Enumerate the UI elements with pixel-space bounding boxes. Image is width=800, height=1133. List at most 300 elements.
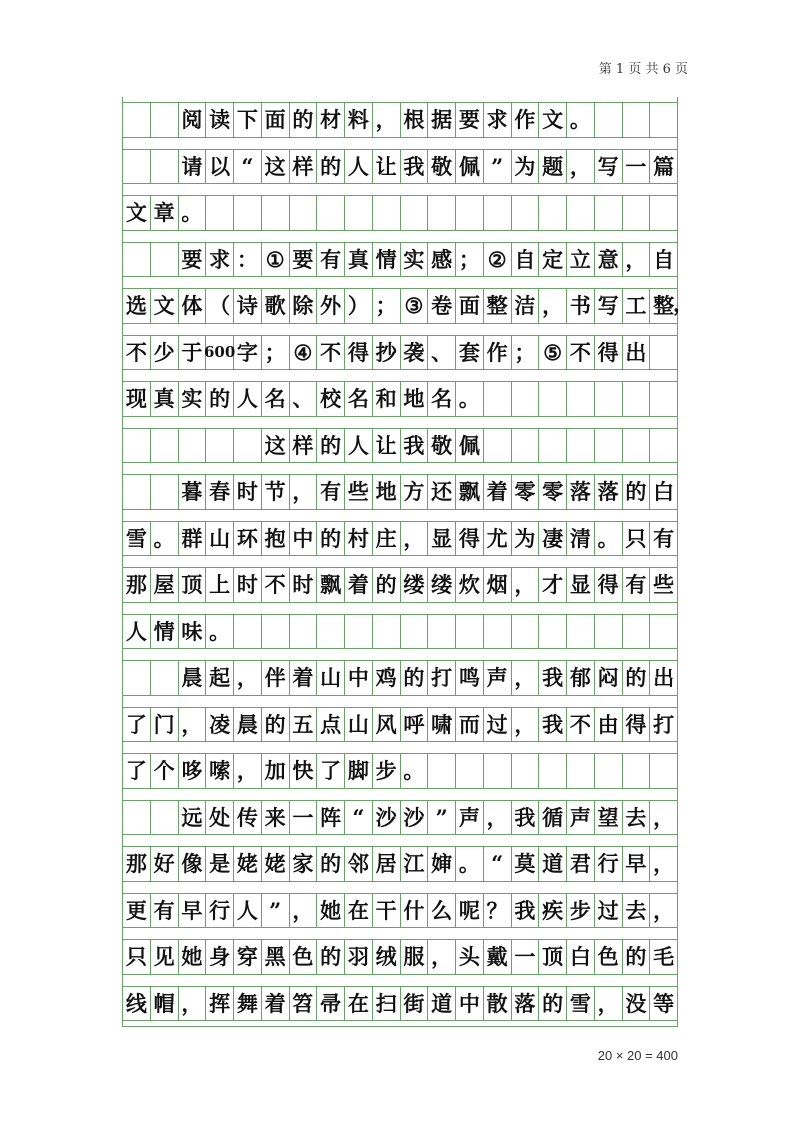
grid-cell: 我	[539, 708, 567, 742]
grid-cell: ，	[539, 289, 567, 323]
grid-cell: 以	[206, 150, 234, 184]
grid-row	[122, 184, 678, 231]
grid-cell	[623, 615, 651, 649]
grid-cell: 章	[151, 196, 179, 230]
grid-cell	[151, 661, 179, 695]
grid-cell: 一	[512, 940, 540, 974]
grid-cell: 阅	[179, 103, 207, 137]
grid-cell: 、	[428, 336, 456, 370]
grid-cell: 卷	[428, 289, 456, 323]
grid-cell: 传	[234, 801, 262, 835]
grid-cell	[234, 196, 262, 230]
grid-cell: ，	[512, 568, 540, 602]
grid-cell: 整	[484, 289, 512, 323]
grid-cell: 洁	[512, 289, 540, 323]
grid-cell: 起	[206, 661, 234, 695]
grid-cell	[595, 754, 623, 788]
grid-cell	[206, 429, 234, 463]
grid-cell: 鸣	[456, 661, 484, 695]
grid-row	[122, 649, 678, 696]
grid-cell: 的	[317, 940, 345, 974]
grid-cell: 缕	[428, 568, 456, 602]
grid-cell: 顶	[539, 940, 567, 974]
grid-cell: ；	[262, 336, 290, 370]
grid-cell	[123, 103, 151, 137]
row-gap	[122, 882, 678, 893]
grid-row	[122, 277, 694, 324]
grid-cell: 头	[456, 940, 484, 974]
grid-cell	[650, 196, 678, 230]
grid-cell: 我	[539, 661, 567, 695]
grid-cell: 根	[401, 103, 429, 137]
grid-cell: 了	[317, 754, 345, 788]
grid-cell	[650, 429, 678, 463]
grid-cell	[650, 382, 678, 416]
grid-row	[122, 510, 678, 557]
grid-cell: 扫	[373, 987, 401, 1021]
grid-cell: 自	[512, 243, 540, 277]
grid-cell	[650, 103, 678, 137]
grid-cell: 晨	[234, 708, 262, 742]
grid-cell: ”	[428, 801, 456, 835]
grid-cell: 顶	[179, 568, 207, 602]
grid-cell: 着	[290, 661, 318, 695]
row-gap	[122, 696, 678, 707]
grid-row	[122, 324, 678, 371]
overflow-punctuation: ，	[673, 290, 694, 316]
grid-cell: ③	[401, 289, 429, 323]
grid-cell	[151, 429, 179, 463]
grid-cell: （	[206, 289, 234, 323]
grid-cell: 要	[456, 103, 484, 137]
grid-cell	[123, 150, 151, 184]
grid-cell	[539, 754, 567, 788]
grid-cell: 沙	[401, 801, 429, 835]
grid-cell: 去	[623, 894, 651, 928]
grid-cell: 线	[123, 987, 151, 1021]
grid-bottom-margin	[122, 1021, 678, 1027]
grid-cell	[317, 196, 345, 230]
grid-cell: ：	[234, 243, 262, 277]
grid-cell: 凌	[206, 708, 234, 742]
grid-cell	[650, 336, 678, 370]
grid-cell: 让	[373, 429, 401, 463]
grid-cell: 飘	[317, 568, 345, 602]
grid-cell: 的	[262, 708, 290, 742]
grid-cell: ，	[650, 894, 678, 928]
grid-cell: 作	[512, 103, 540, 137]
grid-row	[122, 789, 678, 836]
grid-cell: 着	[345, 568, 373, 602]
grid-cell: 。	[456, 382, 484, 416]
grid-cell	[234, 429, 262, 463]
grid-cell: 什	[401, 894, 429, 928]
grid-cell	[151, 103, 179, 137]
grid-cell: 疾	[539, 894, 567, 928]
grid-cell: 名	[345, 382, 373, 416]
grid-cell: 篇	[650, 150, 678, 184]
grid-cell: 步	[567, 894, 595, 928]
grid-cell: 人	[234, 382, 262, 416]
grid-cell: ）	[345, 289, 373, 323]
grid-cell: 去	[623, 801, 651, 835]
row-cells	[122, 428, 678, 464]
grid-cell: 请	[179, 150, 207, 184]
grid-cell: 实	[179, 382, 207, 416]
grid-cell: 读	[206, 103, 234, 137]
grid-cell: 情	[373, 243, 401, 277]
grid-cell: ，	[650, 801, 678, 835]
grid-cell	[512, 382, 540, 416]
row-cells	[122, 846, 678, 882]
grid-cell	[512, 196, 540, 230]
grid-cell	[567, 429, 595, 463]
grid-cell: 婶	[428, 847, 456, 881]
grid-cell: 的	[317, 522, 345, 556]
grid-cell	[234, 615, 262, 649]
grid-cell: ，	[512, 661, 540, 695]
grid-cell: 雪	[123, 522, 151, 556]
grid-cell	[539, 382, 567, 416]
grid-cell	[456, 196, 484, 230]
row-cells	[122, 242, 678, 278]
grid-cell: 烟	[484, 568, 512, 602]
grid-cell	[595, 429, 623, 463]
row-cells	[122, 660, 678, 696]
grid-cell: 歌	[262, 289, 290, 323]
row-cells	[122, 288, 678, 324]
grid-cell: 处	[206, 801, 234, 835]
grid-cell: ；	[456, 243, 484, 277]
grid-cell: 一	[623, 150, 651, 184]
grid-cell: 、	[290, 382, 318, 416]
grid-cell: 材	[317, 103, 345, 137]
grid-cell	[595, 103, 623, 137]
grid-cell	[262, 615, 290, 649]
grid-cell: 环	[234, 522, 262, 556]
grid-cell: 是	[206, 847, 234, 881]
grid-cell: 名	[428, 382, 456, 416]
grid-cell: ，	[428, 940, 456, 974]
grid-cell: 面	[456, 289, 484, 323]
grid-row	[122, 102, 678, 138]
grid-cell: 有	[317, 243, 345, 277]
grid-cell: 样	[290, 429, 318, 463]
grid-cell: 得	[595, 568, 623, 602]
row-gap	[122, 138, 678, 149]
grid-cell: 地	[401, 382, 429, 416]
grid-cell	[262, 196, 290, 230]
grid-cell: 出	[650, 661, 678, 695]
grid-cell	[373, 615, 401, 649]
grid-cell: 居	[373, 847, 401, 881]
grid-cell: 沙	[373, 801, 401, 835]
grid-row	[122, 556, 678, 603]
row-cells	[122, 381, 678, 417]
grid-cell: 书	[567, 289, 595, 323]
grid-cell: 袭	[401, 336, 429, 370]
grid-cell: 干	[373, 894, 401, 928]
grid-cell	[151, 150, 179, 184]
grid-cell: 上	[206, 568, 234, 602]
grid-cell: 为	[512, 150, 540, 184]
grid-cell: 名	[262, 382, 290, 416]
grid-cell: 作	[484, 336, 512, 370]
grid-cell: 帚	[317, 987, 345, 1021]
grid-cell: 江	[401, 847, 429, 881]
grid-cell: 来	[262, 801, 290, 835]
grid-cell: 定	[539, 243, 567, 277]
grid-cell: 得	[595, 336, 623, 370]
grid-cell: 文	[123, 196, 151, 230]
grid-cell: 早	[179, 894, 207, 928]
composition-grid-sheet	[122, 97, 694, 1027]
grid-cell: 鸡	[373, 661, 401, 695]
grid-cell: 循	[539, 801, 567, 835]
grid-cell	[123, 661, 151, 695]
grid-cell: 才	[539, 568, 567, 602]
grid-cell: ②	[484, 243, 512, 277]
grid-cell: 得	[456, 522, 484, 556]
grid-cell: ，	[179, 987, 207, 1021]
grid-cell: 白	[650, 475, 678, 509]
row-cells	[122, 614, 678, 650]
grid-cell: 感	[428, 243, 456, 277]
grid-cell: 在	[345, 894, 373, 928]
row-cells	[122, 753, 678, 789]
grid-cell: 步	[373, 754, 401, 788]
grid-cell: 那	[123, 847, 151, 881]
grid-row	[122, 975, 678, 1022]
grid-cell: ，	[179, 708, 207, 742]
row-cells	[122, 567, 678, 603]
row-gap	[122, 649, 678, 660]
grid-cell: ？	[484, 894, 512, 928]
grid-cell: 时	[234, 568, 262, 602]
grid-cell: 的	[317, 847, 345, 881]
grid-cell	[456, 615, 484, 649]
grid-cell: 门	[151, 708, 179, 742]
grid-cell: 和	[373, 382, 401, 416]
grid-cell	[595, 615, 623, 649]
grid-cell	[428, 196, 456, 230]
grid-cell: ，	[512, 708, 540, 742]
grid-cell: 一	[290, 801, 318, 835]
grid-cell: 不	[123, 336, 151, 370]
grid-cell	[484, 382, 512, 416]
grid-cell: 求	[206, 243, 234, 277]
grid-cell: 现	[123, 382, 151, 416]
row-gap	[122, 835, 678, 846]
grid-cell: 村	[345, 522, 373, 556]
grid-cell: ，	[484, 801, 512, 835]
grid-cell: 家	[290, 847, 318, 881]
grid-count-label: 20 × 20 = 400	[597, 1048, 678, 1063]
grid-cell: 由	[595, 708, 623, 742]
grid-cell	[567, 382, 595, 416]
grid-cell: 中	[290, 522, 318, 556]
grid-cell: 选	[123, 289, 151, 323]
grid-cell: 让	[373, 150, 401, 184]
grid-cell: 于	[179, 336, 207, 370]
row-gap	[122, 463, 678, 474]
row-gap	[122, 742, 678, 753]
grid-cell	[623, 196, 651, 230]
grid-cell	[512, 429, 540, 463]
grid-cell: 落	[567, 475, 595, 509]
grid-row	[122, 928, 678, 975]
grid-cell: 散	[484, 987, 512, 1021]
grid-cell: 料	[345, 103, 373, 137]
grid-cell: 的	[373, 568, 401, 602]
grid-cell: 为	[512, 522, 540, 556]
grid-cell: 体	[179, 289, 207, 323]
grid-cell: ，	[234, 754, 262, 788]
grid-cell: 抄	[373, 336, 401, 370]
grid-cell: 字	[234, 336, 262, 370]
row-gap	[122, 510, 678, 521]
grid-cell: 据	[428, 103, 456, 137]
grid-cell	[151, 243, 179, 277]
grid-cell: 姥	[234, 847, 262, 881]
grid-cell: 着	[484, 475, 512, 509]
row-gap	[122, 184, 678, 195]
row-gap	[122, 277, 678, 288]
grid-cell	[595, 382, 623, 416]
row-cells	[122, 986, 678, 1022]
grid-cell: 抱	[262, 522, 290, 556]
grid-cell: 有	[317, 475, 345, 509]
row-gap	[122, 603, 678, 614]
grid-row	[122, 138, 678, 185]
grid-cell: 的	[290, 103, 318, 137]
grid-cell: 缕	[401, 568, 429, 602]
grid-cell: 那	[123, 568, 151, 602]
grid-cell	[206, 196, 234, 230]
grid-cell: 过	[595, 894, 623, 928]
grid-cell: 有	[623, 568, 651, 602]
grid-cell: 声	[456, 801, 484, 835]
grid-cell: 打	[428, 661, 456, 695]
grid-cell: 君	[567, 847, 595, 881]
grid-cell	[151, 475, 179, 509]
grid-cell: 哆	[179, 754, 207, 788]
grid-cell: 落	[512, 987, 540, 1021]
page-indicator: 第 1 页 共 6 页	[598, 62, 688, 77]
grid-cell: 题	[539, 150, 567, 184]
grid-cell	[512, 754, 540, 788]
grid-cell: 屋	[151, 568, 179, 602]
grid-cell: 地	[373, 475, 401, 509]
grid-cell: 外	[317, 289, 345, 323]
grid-cell	[595, 196, 623, 230]
grid-cell: 了	[123, 708, 151, 742]
grid-cell: 着	[262, 987, 290, 1021]
grid-cell: 黑	[262, 940, 290, 974]
grid-cell	[484, 754, 512, 788]
grid-cell: 还	[428, 475, 456, 509]
grid-cell: 加	[262, 754, 290, 788]
grid-cell: 求	[484, 103, 512, 137]
grid-cell: 除	[290, 289, 318, 323]
grid-cell: “	[234, 150, 262, 184]
grid-cell: 没	[623, 987, 651, 1021]
grid-cell: 在	[345, 987, 373, 1021]
grid-cell: 望	[595, 801, 623, 835]
grid-cell	[567, 615, 595, 649]
grid-cell: 色	[290, 940, 318, 974]
grid-cell: 人	[234, 894, 262, 928]
grid-cell: 风	[373, 708, 401, 742]
grid-row	[122, 370, 678, 417]
grid-cell: 600	[206, 336, 234, 370]
grid-cell: 见	[151, 940, 179, 974]
grid-cell: 了	[123, 754, 151, 788]
grid-cell: ，	[595, 987, 623, 1021]
grid-cell: 羽	[345, 940, 373, 974]
grid-cell: 山	[345, 708, 373, 742]
grid-cell: 我	[512, 894, 540, 928]
row-gap	[122, 975, 678, 986]
grid-cell: 只	[623, 522, 651, 556]
grid-cell: 我	[512, 801, 540, 835]
grid-cell: 身	[206, 940, 234, 974]
grid-cell: 早	[623, 847, 651, 881]
grid-cell: 有	[151, 894, 179, 928]
grid-cell	[345, 615, 373, 649]
grid-cell: 阵	[317, 801, 345, 835]
grid-cell: ，	[373, 103, 401, 137]
grid-cell: 落	[595, 475, 623, 509]
grid-cell: 笤	[290, 987, 318, 1021]
grid-cell: ，	[567, 150, 595, 184]
row-gap	[122, 370, 678, 381]
row-cells	[122, 800, 678, 836]
grid-cell: 凄	[539, 522, 567, 556]
grid-cell: 敬	[428, 429, 456, 463]
grid-cell: 方	[401, 475, 429, 509]
grid-cell: 绒	[373, 940, 401, 974]
grid-cell: 毛	[650, 940, 678, 974]
grid-cell: 打	[650, 708, 678, 742]
grid-cell: ①	[262, 243, 290, 277]
grid-cell: 服	[401, 940, 429, 974]
grid-cell: 声	[567, 801, 595, 835]
grid-cell: ，	[290, 894, 318, 928]
grid-row	[122, 417, 678, 464]
grid-cell: ；	[373, 289, 401, 323]
grid-cell: 佩	[456, 429, 484, 463]
grid-cell: 样	[290, 150, 318, 184]
grid-cell: 少	[151, 336, 179, 370]
grid-cell	[373, 196, 401, 230]
grid-cell: 行	[206, 894, 234, 928]
grid-cell: 有	[650, 522, 678, 556]
grid-cell: 立	[567, 243, 595, 277]
grid-cell: 山	[317, 661, 345, 695]
grid-cell	[623, 429, 651, 463]
grid-cell: 快	[290, 754, 318, 788]
grid-cell: 呼	[401, 708, 429, 742]
grid-cell: 像	[179, 847, 207, 881]
grid-cell: 戴	[484, 940, 512, 974]
grid-cell	[123, 801, 151, 835]
grid-cell: 得	[623, 708, 651, 742]
grid-cell	[151, 801, 179, 835]
grid-cell: 她	[317, 894, 345, 928]
grid-cell: 白	[567, 940, 595, 974]
grid-cell: 五	[290, 708, 318, 742]
